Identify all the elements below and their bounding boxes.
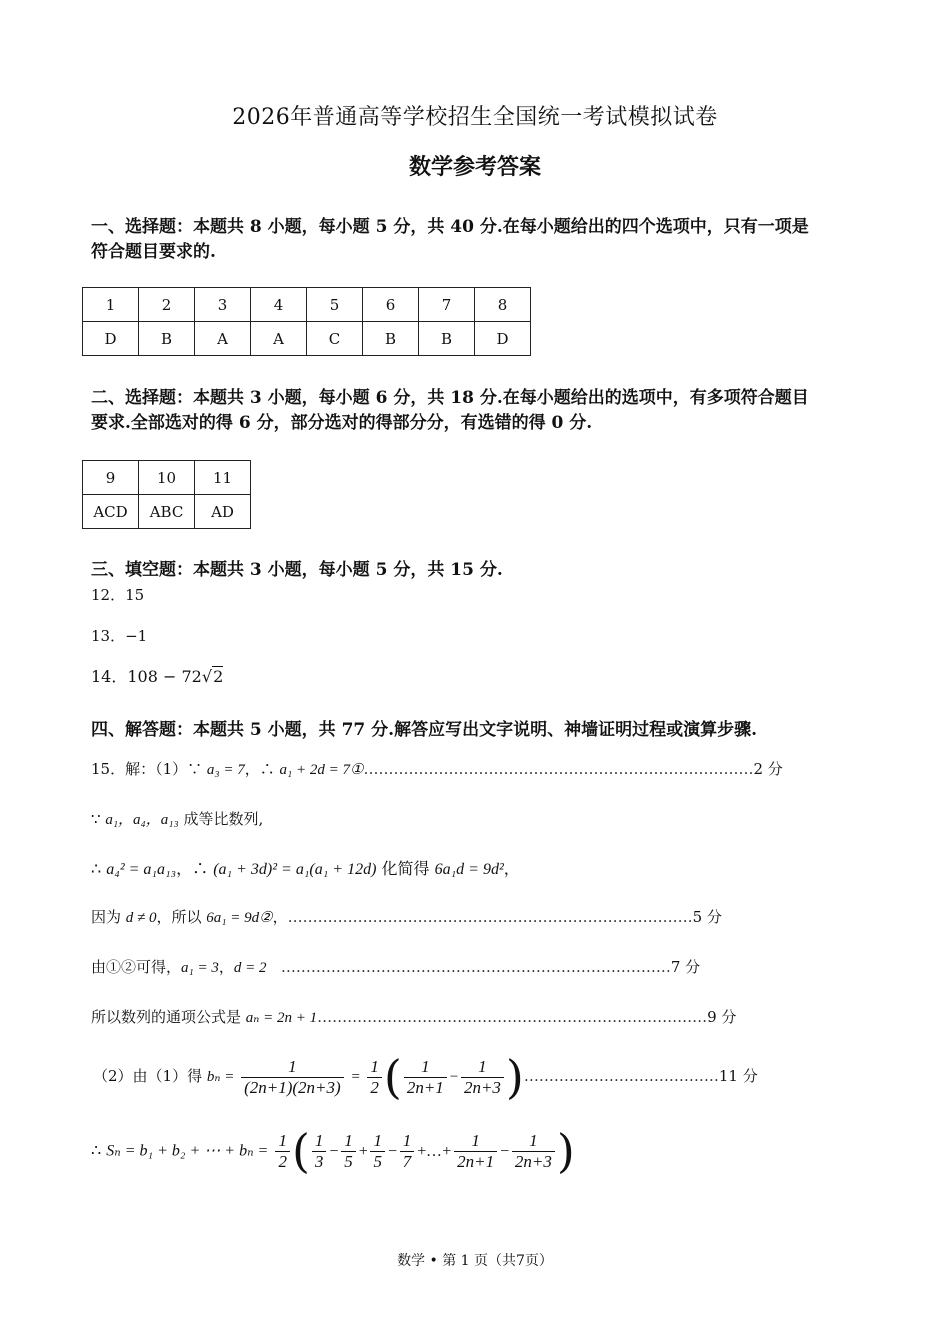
item-value: −1 (125, 627, 148, 645)
table-cell: C (307, 322, 363, 356)
q15-text: 因为 (91, 908, 126, 926)
item-value: 15 (125, 586, 145, 604)
math-expression: a₄² = a₁a₁₃ (106, 861, 177, 878)
left-paren: ( (291, 1124, 310, 1178)
therefore-symbol: ∴ (91, 1140, 107, 1160)
left-paren: ( (383, 1050, 402, 1104)
numerator: 1 (367, 1057, 382, 1078)
numerator: 1 (404, 1057, 447, 1078)
table-cell: ABC (139, 495, 195, 529)
operator-sign: − (386, 1142, 398, 1160)
right-paren: ) (556, 1124, 575, 1178)
math-expression: (a₁ + 3d)² = a₁(a₁ + 12d) (213, 861, 377, 878)
math-expression: a₁ = 3 (181, 960, 219, 976)
section1-heading-line1: 一、选择题：本题共 8 小题，每小题 5 分，共 40 分.在每小题给出的四个选项中，只有一项是 (91, 217, 809, 237)
equals-sign: = (350, 1069, 361, 1085)
page-title: 2026年普通高等学校招生全国统一考试模拟试卷 (232, 105, 718, 130)
denominator: 2n+3 (514, 1151, 552, 1171)
table-cell: 7 (419, 288, 475, 322)
page-subtitle: 数学参考答案 (408, 154, 541, 180)
score-label: 5 分 (692, 908, 722, 926)
table-cell: 11 (195, 461, 251, 495)
section2-heading-line2: 要求.全部选对的得 6 分，部分选对的得部分分，有选错的得 0 分. (91, 413, 593, 433)
q15-text: 由①②可得， (91, 958, 182, 976)
q15-line-2 (91, 808, 263, 829)
table-cell: B (139, 322, 195, 356)
math-expression: Sₙ = b₁ + b₂ + ⋯ + bₙ = (106, 1142, 269, 1160)
item-label: 14． (91, 667, 128, 686)
denominator: 5 (344, 1151, 353, 1171)
section1-answer-table (82, 287, 531, 356)
score-label: 11 分 (718, 1067, 758, 1085)
table-cell: 6 (363, 288, 419, 322)
table-cell: 9 (83, 461, 139, 495)
therefore-symbol: ∴ (91, 859, 107, 878)
numerator: 1 (275, 1131, 290, 1152)
fraction (241, 1057, 344, 1098)
table-cell: 5 (307, 288, 363, 322)
q15-line-1 (91, 758, 783, 779)
separator: ， (218, 958, 234, 976)
table-cell: ACD (83, 495, 139, 529)
item-label: 13． (91, 627, 126, 645)
math-expression: d ≠ 0 (125, 910, 157, 926)
item-value: 108 − 72 (127, 667, 202, 686)
fraction (400, 1131, 415, 1172)
table-row (83, 288, 531, 322)
denominator: 2 (278, 1151, 287, 1171)
table-row (83, 461, 251, 495)
q15-line-5 (91, 956, 700, 977)
fraction (404, 1057, 447, 1098)
section4-heading: 四、解答题：本题共 5 小题，共 77 分.解答应写出文字说明、神墙证明过程或演算步骤. (91, 720, 757, 740)
operator-sign: +…+ (416, 1142, 453, 1160)
denominator: (2n+1)(2n+3) (244, 1077, 341, 1097)
leader-dots: …………………………………………………………………… (363, 760, 754, 778)
separator: ，∴ (244, 760, 280, 778)
section3-heading: 三、填空题：本题共 3 小题，每小题 5 分，共 15 分. (91, 560, 503, 580)
score-label: 2 分 (753, 760, 783, 778)
fill-answer-12 (91, 584, 144, 605)
operator-sign: + (357, 1142, 369, 1160)
q15-text: （2）由（1）得 (93, 1067, 207, 1085)
q15-line-6 (91, 1006, 736, 1027)
fraction (367, 1057, 382, 1098)
numerator: 1 (512, 1131, 555, 1152)
math-expression: 6a₁d = 9d² (434, 861, 504, 878)
numerator: 1 (370, 1131, 385, 1152)
numerator: 1 (454, 1131, 497, 1152)
denominator: 7 (402, 1151, 412, 1171)
table-cell: A (251, 322, 307, 356)
table-cell: A (195, 322, 251, 356)
score-label: 7 分 (670, 958, 701, 976)
section1-heading-line2: 符合题目要求的. (91, 242, 216, 262)
q15-line-7 (93, 1050, 758, 1104)
table-cell: B (419, 322, 475, 356)
punctuation: ， (272, 908, 288, 926)
fraction (341, 1131, 356, 1172)
fraction (454, 1131, 497, 1172)
section2-answer-table (82, 460, 251, 529)
item-label: 12． (91, 586, 126, 604)
leader-dots: …………………………………………………………………… (317, 1008, 708, 1026)
table-cell: 1 (83, 288, 139, 322)
q15-text: 化简得 (376, 859, 435, 878)
q15-line-8 (91, 1124, 575, 1178)
separator: ，∴ (176, 859, 214, 878)
denominator: 2n+1 (406, 1077, 444, 1097)
numerator: 1 (312, 1131, 327, 1152)
section2-heading-line1: 二、选择题：本题共 3 小题，每小题 6 分，共 18 分.在每小题给出的选项中，有多项符合题目 (91, 388, 809, 408)
q15-text: 成等比数列, (178, 810, 264, 828)
numerator: 1 (341, 1131, 356, 1152)
fraction (461, 1057, 504, 1098)
math-expression: 6a₁ = 9d② (206, 910, 273, 926)
fraction (275, 1131, 290, 1172)
table-cell: B (363, 322, 419, 356)
minus-sign: − (448, 1069, 459, 1085)
punctuation: ， (503, 859, 520, 878)
table-row (83, 495, 251, 529)
table-cell: D (475, 322, 531, 356)
numerator: 1 (461, 1057, 504, 1078)
denominator: 5 (373, 1151, 382, 1171)
fraction (512, 1131, 555, 1172)
because-symbol: ∵ (91, 810, 106, 828)
table-cell: 4 (251, 288, 307, 322)
table-cell: 10 (139, 461, 195, 495)
sqrt-radicand: 2 (213, 667, 224, 686)
page-footer: 数学 • 第 1 页（共7页） (397, 1253, 553, 1269)
math-expression: a₁ + 2d = 7① (279, 762, 364, 778)
fill-answer-13 (91, 625, 147, 646)
leader-dots: ……………………………………………………………………… (287, 908, 693, 926)
table-cell: D (83, 322, 139, 356)
q15-intro: 15．解：（1）∵ (91, 760, 207, 778)
denominator: 3 (314, 1151, 324, 1171)
sqrt-symbol: √ (201, 667, 213, 686)
table-cell: 2 (139, 288, 195, 322)
math-expression: bₙ = (206, 1069, 235, 1085)
table-row (83, 322, 531, 356)
q15-line-3 (91, 856, 520, 879)
q15-text: 所以数列的通项公式是 (91, 1008, 246, 1026)
operator-sign: − (328, 1142, 340, 1160)
numerator: 1 (241, 1057, 344, 1078)
table-cell: 8 (475, 288, 531, 322)
score-label: 9 分 (707, 1008, 737, 1026)
numerator: 1 (400, 1131, 415, 1152)
denominator: 2n+3 (463, 1077, 501, 1097)
math-expression: a₃ = 7 (206, 762, 245, 778)
math-expression: a₁，a₄，a₁₃ (105, 812, 179, 828)
fill-answer-14 (91, 664, 223, 687)
table-cell: 3 (195, 288, 251, 322)
right-paren: ) (505, 1050, 524, 1104)
leader-dots: ………………………………… (523, 1067, 719, 1085)
denominator: 2n+1 (457, 1151, 495, 1171)
table-cell: AD (195, 495, 251, 529)
q15-text: ，所以 (156, 908, 207, 926)
q15-line-4 (91, 906, 722, 927)
denominator: 2 (370, 1077, 379, 1097)
operator-sign: − (499, 1142, 510, 1160)
leader-dots: …………………………………………………………………… (280, 958, 671, 976)
fraction (312, 1131, 327, 1172)
math-expression: aₙ = 2n + 1 (245, 1010, 318, 1026)
sum-terms (310, 1130, 557, 1171)
math-expression: d = 2 (233, 960, 267, 976)
fraction (370, 1131, 385, 1172)
